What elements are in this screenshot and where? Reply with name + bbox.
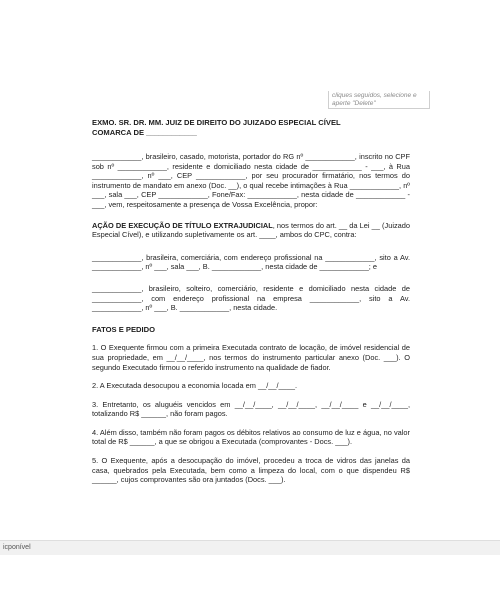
action-text: , nos termos do art. __ da Lei __ (Juizado Especial Cível), e utilizando supletivamente os art. ____, ambos do CPC, contra: — [92, 220, 410, 240]
footer-area — [0, 555, 500, 600]
action-title: AÇÃO DE EXECUÇÃO DE TÍTULO EXTRAJUDICIAL — [92, 220, 273, 230]
fact-item-3: 3. Entretanto, os aluguéis vencidos em __/__/____, __/__/____, __/__/____ e __/__/____, totalizando R$ ______, não foram pagos. — [92, 399, 410, 419]
fact-item-1: 1. O Exequente firmou com a primeira Executada contrato de locação, de imóvel residencial de sua propriedade, em __/__/____, nos termos do instrumento particular anexo (Doc. ___). O segundo Executado firmou o referido instrumento na qualidade de fiador. — [92, 343, 410, 372]
footer-label: icponível — [3, 544, 31, 551]
fact-item-5: 5. O Exequente, após a desocupação do imóvel, procedeu a troca de vidros das janelas da casa, quebrados pela Executada, bem como a limpeza do local, com o que dispendeu R$ ______, cujos comprovantes são ora juntados (Docs. ___). — [92, 456, 410, 485]
party-2-paragraph: ____________, brasileiro, solteiro, comerciário, residente e domiciliado nesta cidade de ____________, com endereço profissional na empresa ____________, sito a Av. ____________, nº ___, B. ____________, nesta cidade. — [92, 283, 410, 313]
party-1-paragraph: ____________, brasileira, comerciária, com endereço profissional na ____________, sito a Av. ____________, nº ___, sala ___, B. ____________, nesta cidade de ____________; e — [92, 252, 410, 272]
header-line-2: COMARCA DE ____________ — [92, 128, 197, 137]
instruction-note-line-1: cliques seguidos, selecione e — [332, 92, 417, 99]
instruction-note — [328, 91, 430, 109]
document-body — [92, 118, 410, 494]
footer-bar — [0, 540, 500, 556]
action-paragraph — [92, 221, 410, 240]
fact-item-2: 2. A Executada desocupou a economia locada em __/__/____. — [92, 381, 298, 391]
intro-paragraph: ____________, brasileiro, casado, motorista, portador do RG nº ____________, inscrito no CPF sob nº ____________, residente e domiciliado nesta cidade de ____________ - ___, à Rua ____________, nº ___, CEP ____________, por seu procurador firmatário, nos termos do instrumento de mandato em anexo (Doc. __), o qual recebe intimações à Rua ____________, nº ___, sala ___, CEP ____________, Fone/Fax: ____________, nesta cidade de ____________ - ___, vem, respeitosamente a presença de Vossa Excelência, propor: — [92, 152, 410, 209]
fact-item-4: 4. Além disso, também não foram pagos os débitos relativos ao consumo de luz e água, no valor total de R$ ______, a que se obrigou a Executada (comprovantes - Docs. ___). — [92, 427, 410, 447]
instruction-note-line-2: aperte "Delete" — [332, 100, 376, 107]
facts-title: FATOS E PEDIDO — [92, 324, 156, 334]
header-line-1: EXMO. SR. DR. MM. JUIZ DE DIREITO DO JUIZADO ESPECIAL CÍVEL — [92, 118, 341, 127]
